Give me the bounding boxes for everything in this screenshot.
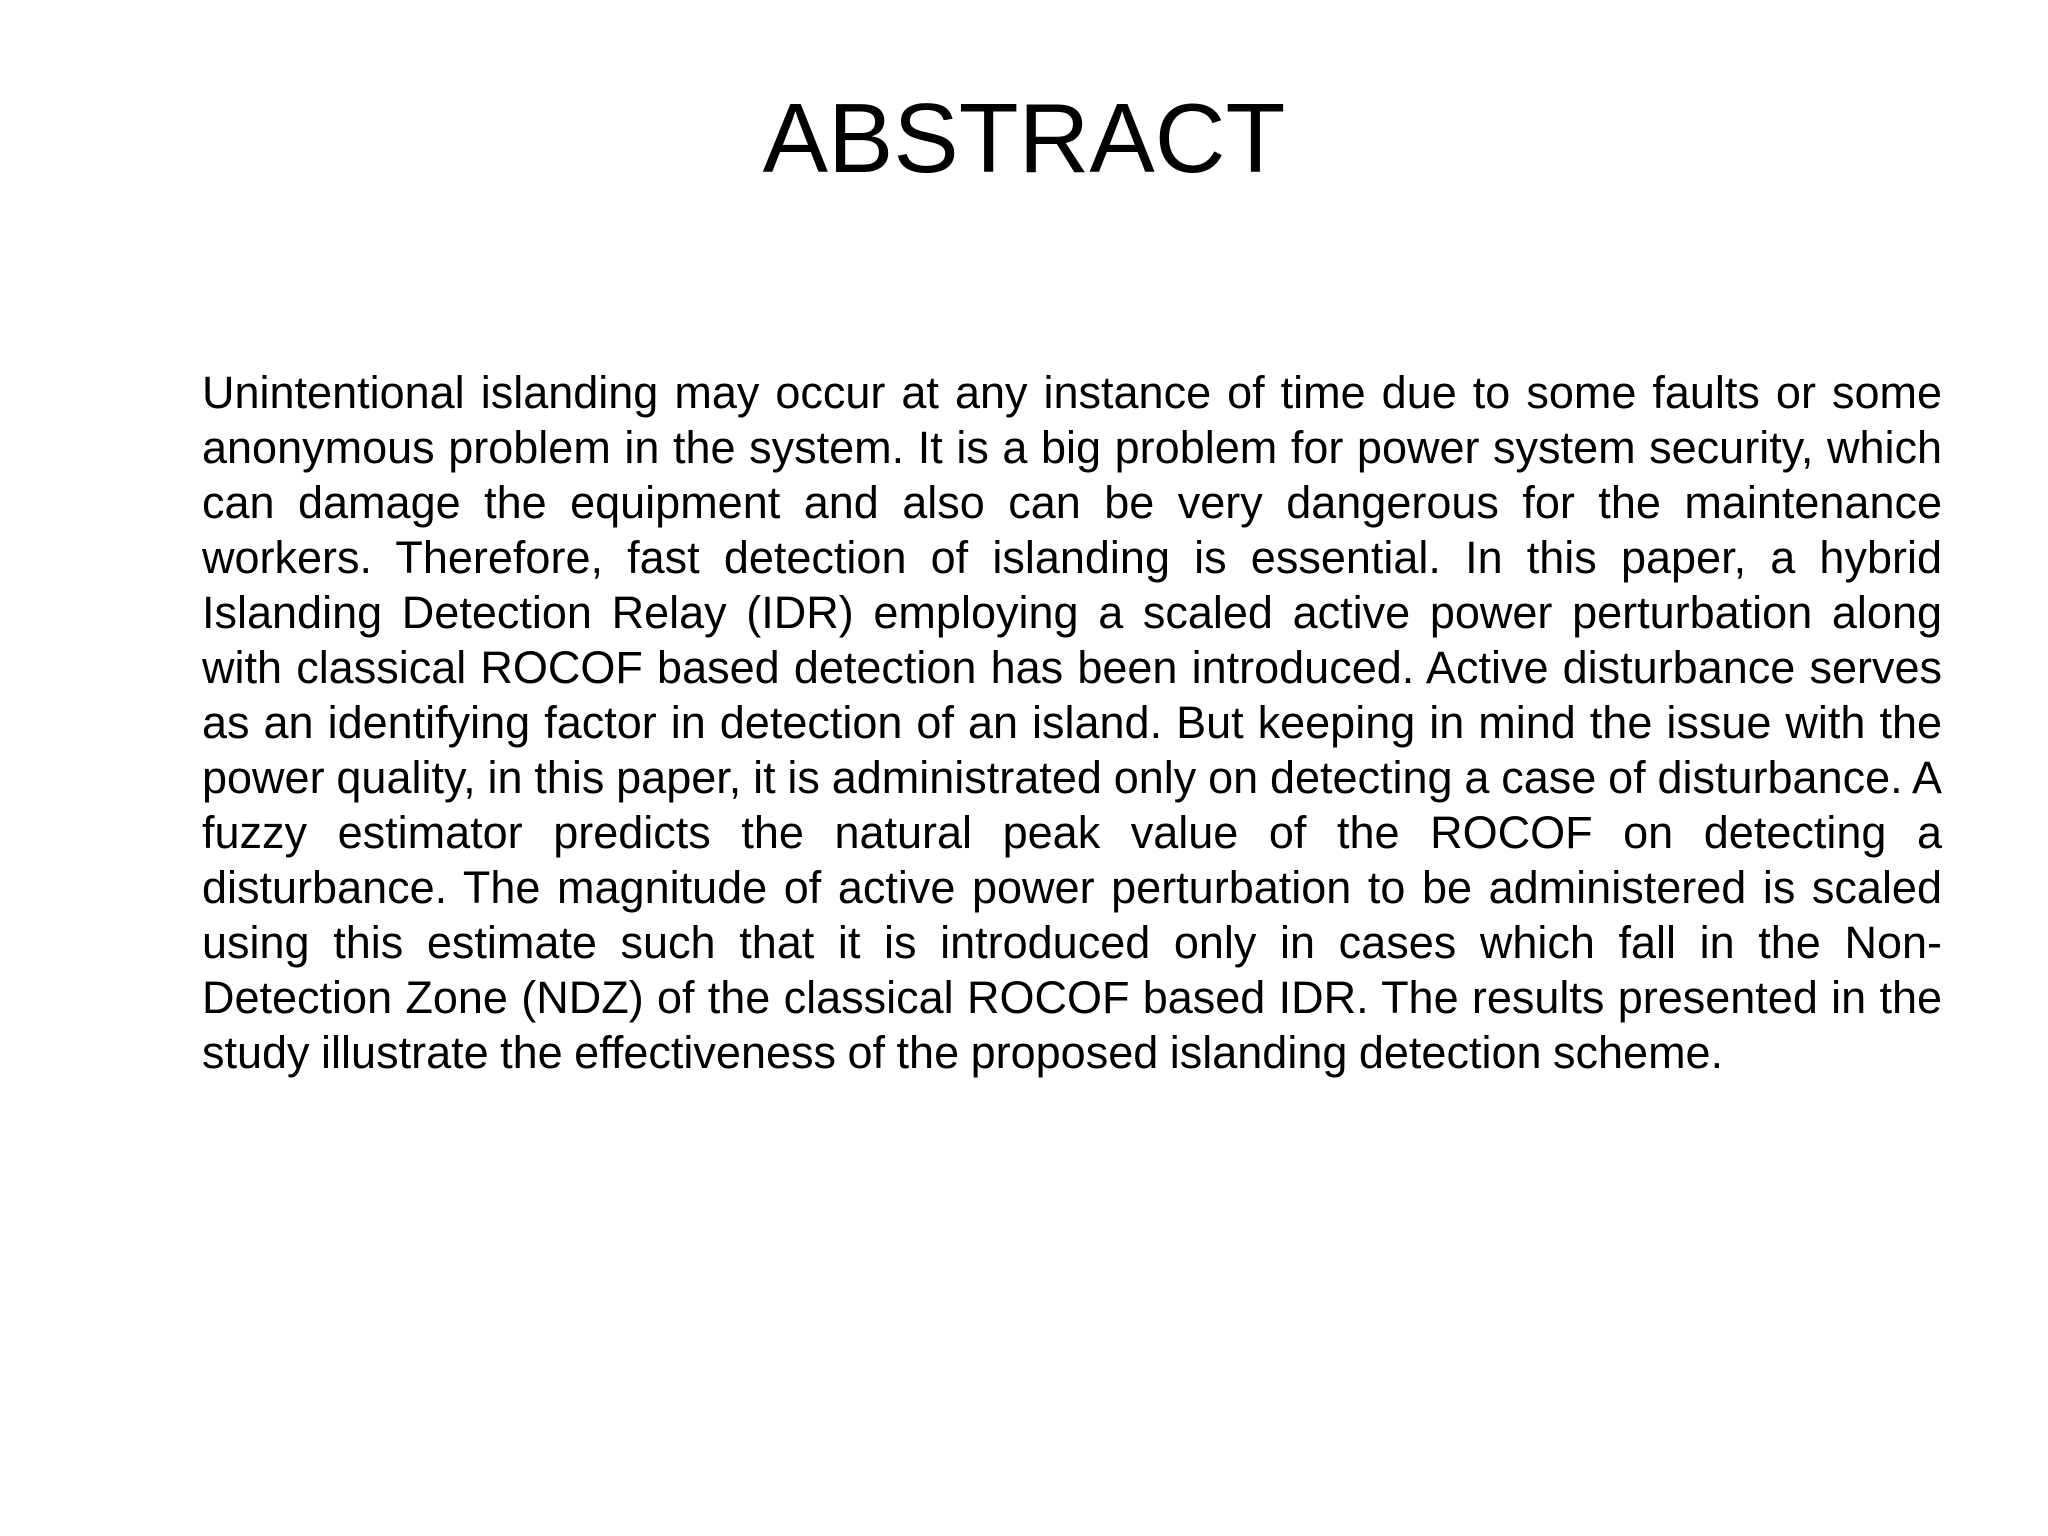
slide-title: ABSTRACT xyxy=(762,83,1286,193)
abstract-paragraph: Unintentional islanding may occur at any instance of time due to some faults or some anonymous problem in the system. It is a big problem for power system security, which can damage the equipment and also can be very dangerous for the maintenance workers. Therefore, fast detection of islanding is essential. In this paper, a hybrid Islanding Detection Relay (IDR) employing a scaled active power perturbation along with classical ROCOF based detection has been introduced. Active disturbance serves as an identifying factor in detection of an island. But keeping in mind the issue with the power quality, in this paper, it is administrated only on detecting a case of disturbance. A fuzzy estimator predicts the natural peak value of the ROCOF on detecting a disturbance. The magnitude of active power perturbation to be administered is scaled using this estimate such that it is introduced only in cases which fall in the Non-Detection Zone (NDZ) of the classical ROCOF based IDR. The results presented in the study illustrate the effectiveness of the proposed islanding detection scheme. xyxy=(202,367,1942,1078)
